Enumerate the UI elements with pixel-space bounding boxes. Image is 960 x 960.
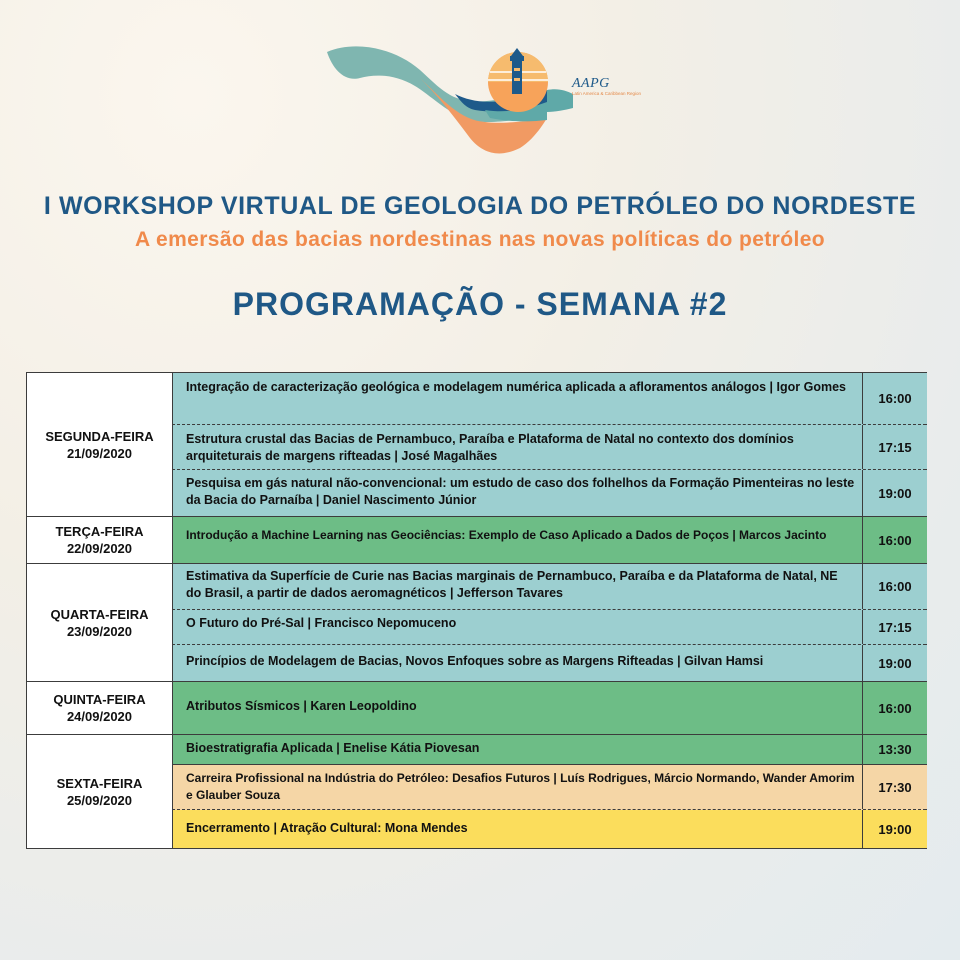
- day-date: 21/09/2020: [66, 445, 133, 461]
- session-time: 17:15: [862, 610, 927, 644]
- session-topic: Estrutura crustal das Bacias de Pernambuco, Paraíba e Plataforma de Natal no contexto dos domínios arquiteturais de margens rifteadas | José Magalhães: [186, 432, 794, 463]
- session-topic: Encerramento | Atração Cultural: Mona Mendes: [186, 821, 468, 835]
- session-time: 13:30: [862, 735, 927, 764]
- day-cell-monday: [27, 373, 172, 517]
- session-topic: Pesquisa em gás natural não-convencional: um estudo de caso dos folhelhos da Formação Pimenteiras no leste da Bacia do Parnaíba | Daniel Nascimento Júnior: [186, 476, 855, 507]
- session-time: 16:00: [862, 564, 927, 609]
- aapg-logo: [325, 38, 645, 158]
- session-row: [172, 610, 926, 645]
- day-date: 25/09/2020: [66, 792, 133, 808]
- session-time: 19:00: [862, 645, 927, 681]
- day-name: SEGUNDA-FEIRA: [45, 428, 154, 444]
- session-topic: Integração de caracterização geológica e modelagem numérica aplicada a afloramentos análogos | Igor Gomes: [186, 380, 846, 394]
- day-cell-tuesday: [27, 517, 172, 564]
- event-subtitle: A emersão das bacias nordestinas nas novas políticas do petróleo: [134, 228, 826, 251]
- session-time: 17:30: [862, 765, 927, 809]
- session-topic: Bioestratigrafia Aplicada | Enelise Kátia Piovesan: [186, 741, 480, 755]
- session-time: 19:00: [862, 810, 927, 848]
- session-topic: Carreira Profissional na Indústria do Petróleo: Desafios Futuros | Luís Rodrigues, Márcio Normando, Wander Amorim e Glauber Souza: [186, 771, 855, 802]
- day-cell-wednesday: [27, 564, 172, 682]
- session-row: [172, 735, 926, 765]
- day-cell-thursday: [27, 682, 172, 735]
- session-topic: Estimativa da Superfície de Curie nas Bacias marginais de Pernambuco, Paraíba e da Plataforma de Natal, NE do Brasil, a partir de dados aeromagnéticos | Jefferson Tavares: [186, 569, 838, 600]
- session-time: 16:00: [862, 682, 927, 734]
- day-date: 23/09/2020: [66, 623, 133, 639]
- day-date: 22/09/2020: [66, 541, 133, 556]
- session-row: [172, 564, 926, 610]
- schedule-table: [26, 372, 927, 849]
- day-name: TERÇA-FEIRA: [55, 524, 144, 539]
- session-row: [172, 682, 926, 735]
- day-name: QUARTA-FEIRA: [50, 606, 149, 622]
- session-time: 16:00: [862, 517, 927, 563]
- day-date: 24/09/2020: [66, 709, 133, 724]
- day-name: QUINTA-FEIRA: [53, 692, 146, 707]
- logo-subtitle: Latin America & Caribbean Region: [572, 91, 642, 96]
- session-topic: Princípios de Modelagem de Bacias, Novos Enfoques sobre as Margens Rifteadas | Gilvan Hamsi: [186, 654, 764, 668]
- wave-lighthouse-graphic: [325, 38, 645, 158]
- logo-text: [572, 76, 641, 96]
- event-title: I WORKSHOP VIRTUAL DE GEOLOGIA DO PETRÓLEO DO NORDESTE: [43, 192, 917, 220]
- schedule-heading: PROGRAMAÇÃO - SEMANA #2: [232, 286, 728, 322]
- session-row: [172, 765, 926, 810]
- logo-brand: AAPG: [572, 76, 610, 91]
- session-time: 17:15: [862, 425, 927, 469]
- session-time: 16:00: [862, 373, 927, 424]
- session-topic: Introdução a Machine Learning nas Geociências: Exemplo de Caso Aplicado a Dados de Poços | Marcos Jacinto: [186, 528, 827, 542]
- day-name: SEXTA-FEIRA: [56, 775, 143, 791]
- session-topic: Atributos Sísmicos | Karen Leopoldino: [186, 699, 417, 713]
- day-cell-friday: [27, 735, 172, 848]
- session-time: 19:00: [862, 470, 927, 516]
- session-row: [172, 425, 926, 470]
- session-row: [172, 517, 926, 564]
- session-row: [172, 810, 926, 848]
- session-row: [172, 645, 926, 682]
- session-topic: O Futuro do Pré-Sal | Francisco Nepomuceno: [186, 616, 457, 630]
- session-row: [172, 470, 926, 517]
- session-row: [172, 373, 926, 425]
